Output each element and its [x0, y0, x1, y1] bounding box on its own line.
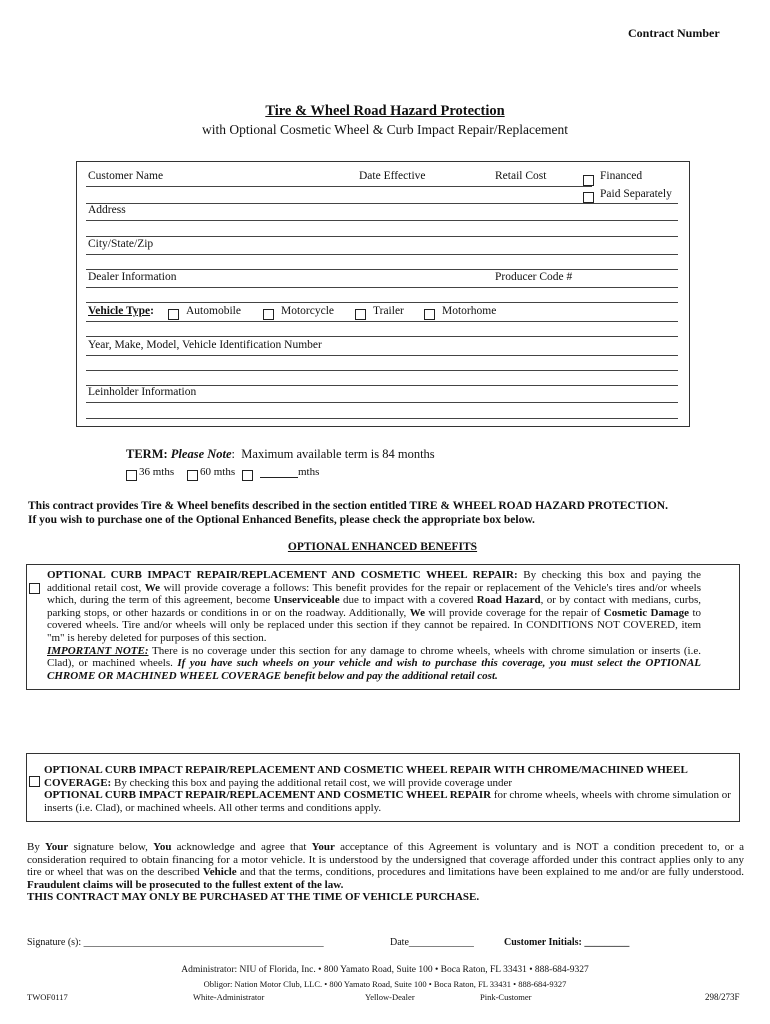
paid-separately-label: Paid Separately	[600, 188, 672, 200]
vehicle-type-line-1	[86, 321, 678, 322]
customer-initials-field[interactable]: Customer Initials: _________	[504, 937, 630, 948]
copy-dealer: Yellow-Dealer	[365, 992, 415, 1002]
dealer-line-2	[86, 302, 678, 303]
document-title: Tire & Wheel Road Hazard Protection	[265, 103, 505, 119]
signature-agreement-text: By Your signature below, You acknowledge and agree that Your acceptance of this Agreement is voluntary and is NOT a condition precedent to, or a consideration required to obtain financing for a motor vehicle. It is understood by the undersigned that coverage afforded under this contract applies only to any tire or wheel that was on the described Vehicle and that the terms, conditions, procedures and limitations have been explained to me and/or are fully understood. Fraudulent claims will be prosecuted to the fullest extent of the law. THIS CONTRACT MAY ONLY BE PURCHASED AT THE TIME OF VEHICLE PURCHASE.	[27, 841, 745, 904]
ymm-vin-label: Year, Make, Model, Vehicle Identification Number	[88, 339, 322, 351]
trailer-label: Trailer	[373, 305, 404, 317]
optional-benefits-heading: OPTIONAL ENHANCED BENEFITS	[287, 541, 478, 553]
term-36-checkbox[interactable]	[126, 466, 137, 484]
customer-name-label: Customer Name	[88, 170, 164, 182]
option1-text: OPTIONAL CURB IMPACT REPAIR/REPLACEMENT AND COSMETIC WHEEL REPAIR: By checking this box and paying the additional retail cost, We will provide coverage a follows: This benefit provides for the repair or replacement of the Vehicle's tires and/or wheels which, during the term of this agreement, become Unserviceable due to impact with a covered Road Hazard, or by contact with medians, curbs, parking stops, or other hazards or conditions in or on the roadway. Additionally, We will provide coverage for the repair of Cosmetic Damage to covered wheels. Tire and/or wheels will only be replaced under this section if they cannot be repaired. In CONDITIONS NOT COVERED, item "m" is hereby deleted for purposes of this section. IMPORTANT NOTE: There is no coverage under this section for any damage to chrome wheels, wheels with chrome simulation or inserts (i.e. Clad), or machined wheels. If you have such wheels on your vehicle and wish to purchase this coverage, you must select the OPTIONAL CHROME OR MACHINED WHEEL COVERAGE benefit below and pay the additional retail cost.	[47, 569, 702, 682]
intro-line-2: If you wish to purchase one of the Optional Enhanced Benefits, please check the appropriate box below.	[28, 514, 535, 526]
motorhome-label: Motorhome	[442, 305, 497, 317]
dealer-line-1	[86, 287, 678, 288]
copy-customer: Pink-Customer	[480, 992, 532, 1002]
address-label: Address	[88, 204, 126, 216]
intro-line-1: This contract provides Tire & Wheel benefits described in the section entitled TIRE & WHEEL ROAD HAZARD PROTECTION.	[28, 500, 668, 512]
vehicle-type-line-2	[86, 336, 678, 337]
address-line-1	[86, 220, 678, 221]
retail-cost-label: Retail Cost	[495, 170, 547, 182]
date-field[interactable]: Date_____________	[390, 937, 474, 948]
term-60-label: 60 mths	[200, 466, 236, 478]
form-code: TWOF0117	[27, 992, 68, 1002]
date-effective-label: Date Effective	[359, 170, 426, 182]
term-custom-label: mths	[298, 466, 320, 478]
administrator-info: Administrator: NIU of Florida, Inc. • 800 Yamato Road, Suite 100 • Boca Raton, FL 33431 • 888-684-9327	[181, 965, 589, 975]
address-line-2	[86, 236, 678, 237]
leinholder-line-2	[86, 418, 678, 419]
term-36-label: 36 mths	[139, 466, 175, 478]
copy-administrator: White-Administrator	[193, 992, 265, 1002]
signature-field[interactable]: Signature (s): ________________________________________________	[27, 937, 324, 948]
vehicle-type-label: Vehicle Type:	[88, 305, 154, 317]
form-version: 298/273F	[705, 992, 740, 1002]
term-custom-checkbox[interactable]	[242, 466, 253, 484]
city-state-zip-label: City/State/Zip	[88, 238, 154, 250]
automobile-label: Automobile	[186, 305, 241, 317]
city-line-2	[86, 269, 678, 270]
leinholder-label: Leinholder Information	[88, 386, 197, 398]
city-line-1	[86, 254, 678, 255]
option1-checkbox[interactable]	[29, 579, 40, 597]
dealer-information-label: Dealer Information	[88, 271, 177, 283]
leinholder-line-1	[86, 402, 678, 403]
financed-label: Financed	[600, 170, 643, 182]
vin-line-2	[86, 370, 678, 371]
term-custom-line	[260, 477, 298, 478]
retail-line-extension	[86, 203, 678, 204]
term-line: TERM: Please Note: Maximum available term is 84 months	[126, 447, 435, 461]
obligor-info: Obligor: Nation Motor Club, LLC. • 800 Yamato Road, Suite 100 • Boca Raton, FL 33431 • 888-684-9327	[203, 979, 567, 989]
term-60-checkbox[interactable]	[187, 466, 198, 484]
customer-name-line	[86, 186, 592, 187]
producer-code-label: Producer Code #	[495, 271, 573, 283]
motorcycle-label: Motorcycle	[281, 305, 335, 317]
vin-line-1	[86, 355, 678, 356]
option2-text: OPTIONAL CURB IMPACT REPAIR/REPLACEMENT AND COSMETIC WHEEL REPAIR WITH CHROME/MACHINED WHEEL COVERAGE: By checking this box and paying the additional retail cost, we will provide coverage under OPTIONAL CURB IMPACT REPAIR/REPLACEMENT AND COSMETIC WHEEL REPAIR for chrome wheels, wheels with chrome simulation or inserts (i.e. Clad), or machined wheels. All other terms and conditions apply.	[44, 764, 731, 814]
option2-checkbox[interactable]	[29, 772, 40, 790]
contract-number-label: Contract Number	[628, 26, 720, 40]
document-subtitle: with Optional Cosmetic Wheel & Curb Impact Repair/Replacement	[201, 122, 569, 137]
